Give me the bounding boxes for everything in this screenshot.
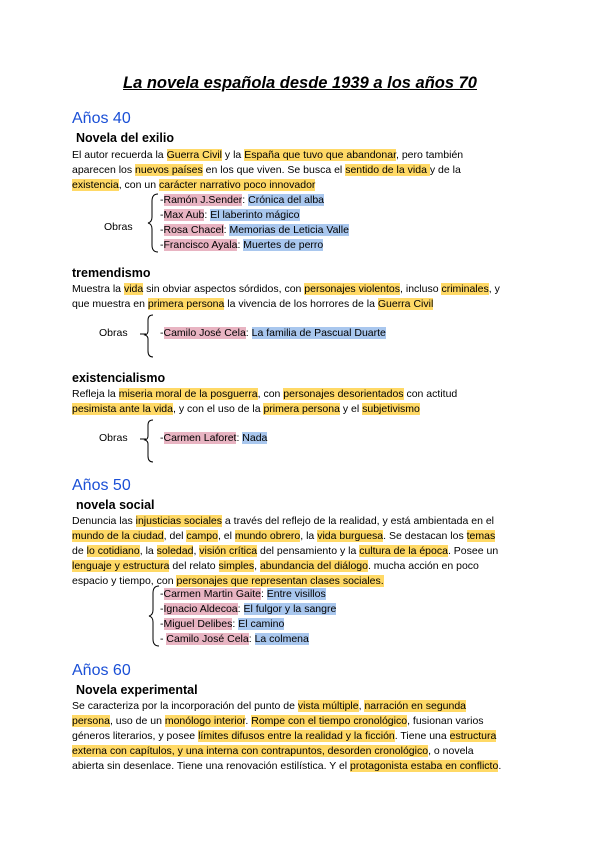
highlighted-text: Guerra Civil [377, 298, 434, 310]
text-line [72, 178, 315, 193]
highlighted-text: visión crítica [199, 545, 258, 557]
text-line [72, 544, 498, 559]
highlighted-text: La colmena [254, 633, 309, 645]
highlighted-text: Rompe con el tiempo cronológico [251, 715, 408, 727]
highlighted-text: Guerra Civil [166, 149, 222, 161]
text-run: espacio y tiempo, con [72, 575, 177, 587]
text-run: del relato [169, 560, 219, 572]
highlighted-text: mundo obrero [234, 530, 301, 542]
highlighted-text: personajes que representan clases sociales. [176, 575, 384, 587]
highlighted-text: primera persona [147, 298, 225, 310]
text-line [72, 714, 484, 729]
highlighted-text: vista múltiple [297, 700, 359, 712]
text-line [72, 148, 463, 163]
work-item [160, 326, 386, 341]
page-title: La novela española desde 1939 a los años 70 [122, 74, 477, 92]
highlighted-text: carácter narrativo poco innovador [158, 179, 316, 191]
work-item [160, 208, 300, 223]
highlighted-text: Ignacio Aldecoa [163, 603, 238, 615]
text-line [72, 744, 474, 759]
work-item [160, 602, 336, 617]
text-run: . [498, 760, 502, 772]
text-line [72, 387, 457, 402]
text-line [72, 529, 495, 544]
highlighted-text: Max Aub [163, 209, 205, 221]
highlighted-text: personajes violentos [304, 283, 401, 295]
text-run: , la [300, 530, 318, 542]
subheading-experimental: Novela experimental [76, 683, 198, 697]
text-run: El autor recuerda la [72, 149, 167, 161]
highlighted-text: Camilo José Cela [163, 327, 246, 339]
highlighted-text: límites difusos entre la realidad y la ficción [198, 730, 395, 742]
text-run: , y con el uso de la [172, 403, 264, 415]
highlighted-text: Crónica del alba [248, 194, 325, 206]
highlighted-text: mundo de la ciudad [72, 530, 164, 542]
text-run: , del [163, 530, 187, 542]
text-run: : [223, 224, 230, 236]
highlighted-text: cultura de la época [359, 545, 448, 557]
text-run: . Posee un [447, 545, 499, 557]
highlighted-text: España que tuvo que abandonar [244, 149, 396, 161]
highlighted-text: pesimista ante la vida [72, 403, 173, 415]
text-run: - [160, 633, 167, 645]
text-run: aparecen los [72, 164, 136, 176]
text-run: : [245, 327, 252, 339]
text-run: , o novela [428, 745, 474, 757]
text-run: , la [139, 545, 157, 557]
obras-label: Obras [99, 327, 128, 339]
text-line [72, 297, 433, 312]
text-run: Refleja la [72, 388, 119, 400]
text-run: : [242, 194, 249, 206]
text-run: : [232, 618, 239, 630]
work-item [160, 238, 323, 253]
text-run: de [72, 545, 87, 557]
text-run: , [193, 545, 200, 557]
text-run: - [160, 239, 164, 251]
text-run: - [160, 224, 164, 236]
highlighted-text: La familia de Pascual Duarte [251, 327, 386, 339]
text-run: - [160, 327, 164, 339]
text-run: , [358, 700, 365, 712]
text-run: . Tiene una [394, 730, 450, 742]
highlighted-text: campo [186, 530, 218, 542]
work-item [160, 431, 267, 446]
text-run: Denuncia las [72, 515, 136, 527]
text-line [72, 282, 500, 297]
text-line [72, 729, 496, 744]
text-run: , incluso [400, 283, 442, 295]
highlighted-text: primera persona [263, 403, 340, 415]
highlighted-text: criminales [441, 283, 489, 295]
highlighted-text: Entre visillos [266, 588, 326, 600]
highlighted-text: monólogo interior [164, 715, 246, 727]
text-run: del pensamiento y la [257, 545, 360, 557]
highlighted-text: existencia [72, 179, 119, 191]
highlighted-text: persona [72, 715, 110, 727]
text-run: - [160, 209, 164, 221]
text-run: Se caracteriza por la incorporación del punto de [72, 700, 298, 712]
text-run: - [160, 194, 164, 206]
curly-brace [148, 193, 160, 253]
text-run: : [204, 209, 211, 221]
subheading-exilio: Novela del exilio [76, 131, 174, 145]
subheading-existencialismo: existencialismo [72, 371, 166, 385]
text-run: , fusionan varios [407, 715, 484, 727]
text-run: : [260, 588, 267, 600]
text-run: y el [339, 403, 363, 415]
text-run: - [160, 432, 164, 444]
text-run: , con [278, 283, 305, 295]
text-run: y de la [429, 164, 461, 176]
text-run: , con [257, 388, 284, 400]
highlighted-text: Ramón J.Sender [163, 194, 243, 206]
highlighted-text: simples [218, 560, 255, 572]
highlighted-text: Miguel Delibes [163, 618, 233, 630]
highlighted-text: externa con capítulos, y una interna con contrapuntos, desorden cronológico [72, 745, 429, 757]
text-run: , el [217, 530, 235, 542]
section-heading-40s: Años 40 [72, 110, 131, 127]
text-run: - [160, 603, 164, 615]
work-item [160, 193, 324, 208]
highlighted-text: El laberinto mágico [210, 209, 300, 221]
text-run: géneros literarios, y posee [72, 730, 199, 742]
text-run: sin obviar aspectos sórdidos [143, 283, 279, 295]
highlighted-text: Carmen Laforet [163, 432, 237, 444]
work-item [160, 587, 326, 602]
subheading-tremendismo: tremendismo [72, 266, 151, 280]
highlighted-text: Rosa Chacel [163, 224, 224, 236]
highlighted-text: estructura [449, 730, 497, 742]
highlighted-text: injusticias sociales [135, 515, 222, 527]
highlighted-text: sentido de la vida [345, 164, 430, 176]
text-run: la vivencia de los horrores de la [224, 298, 378, 310]
highlighted-text: nuevos países [135, 164, 203, 176]
text-run: , [254, 560, 260, 572]
text-line [72, 514, 494, 529]
text-run: . [245, 715, 252, 727]
text-run: : [236, 432, 243, 444]
text-run: - [160, 618, 164, 630]
curly-brace [140, 419, 154, 463]
highlighted-text: El fulgor y la sangre [243, 603, 337, 615]
text-run: . mucha acción en poco [367, 560, 479, 572]
work-item [160, 223, 349, 238]
text-line [72, 699, 466, 714]
highlighted-text: Memorias de Leticia Valle [229, 224, 349, 236]
text-line [72, 559, 479, 574]
highlighted-text: temas [466, 530, 496, 542]
text-run: , y [488, 283, 500, 295]
highlighted-text: Carmen Martin Gaite [163, 588, 261, 600]
highlighted-text: El camino [238, 618, 285, 630]
text-run: Muestra la [72, 283, 124, 295]
text-run: . Se destacan los [383, 530, 467, 542]
text-run: , uso de un [109, 715, 165, 727]
highlighted-text: lenguaje y estructura [72, 560, 170, 572]
highlighted-text: Camilo José Cela [166, 633, 249, 645]
highlighted-text: vida burguesa [317, 530, 384, 542]
text-line [72, 402, 420, 417]
highlighted-text: Francisco Ayala [163, 239, 238, 251]
subheading-social: novela social [76, 498, 155, 512]
obras-label: Obras [104, 221, 133, 233]
highlighted-text: Nada [242, 432, 268, 444]
text-run: abierta sin desenlace. Tiene una renovación estilística. Y el [72, 760, 351, 772]
text-run: en los que viven. Se busca el [202, 164, 346, 176]
text-run: - [160, 588, 164, 600]
text-run: y la [222, 149, 245, 161]
section-heading-50s: Años 50 [72, 477, 131, 494]
text-run: , con un [118, 179, 159, 191]
text-line [72, 759, 501, 774]
curly-brace [140, 314, 154, 358]
text-run: : [237, 603, 244, 615]
text-run: a través del reflejo de la realidad, y está ambientada en el [222, 515, 495, 527]
work-item [160, 617, 284, 632]
highlighted-text: vida [123, 283, 144, 295]
highlighted-text: Muertes de perro [243, 239, 324, 251]
highlighted-text: soledad [156, 545, 194, 557]
highlighted-text: personajes desorientados [283, 388, 404, 400]
highlighted-text: subjetivismo [362, 403, 420, 415]
obras-label: Obras [99, 432, 128, 444]
text-run: que muestra en [72, 298, 148, 310]
highlighted-text: miseria moral de la posguerra [118, 388, 258, 400]
highlighted-text: lo cotidiano [86, 545, 140, 557]
section-heading-60s: Años 60 [72, 662, 131, 679]
text-run: : [248, 633, 255, 645]
highlighted-text: abundancia del diálogo [259, 560, 368, 572]
highlighted-text: narración en segunda [364, 700, 467, 712]
text-run: , pero también [396, 149, 464, 161]
highlighted-text: protagonista estaba en conflicto [350, 760, 499, 772]
text-run: con actitud [403, 388, 458, 400]
text-run: : [237, 239, 244, 251]
text-line [72, 163, 461, 178]
work-item [160, 632, 309, 647]
